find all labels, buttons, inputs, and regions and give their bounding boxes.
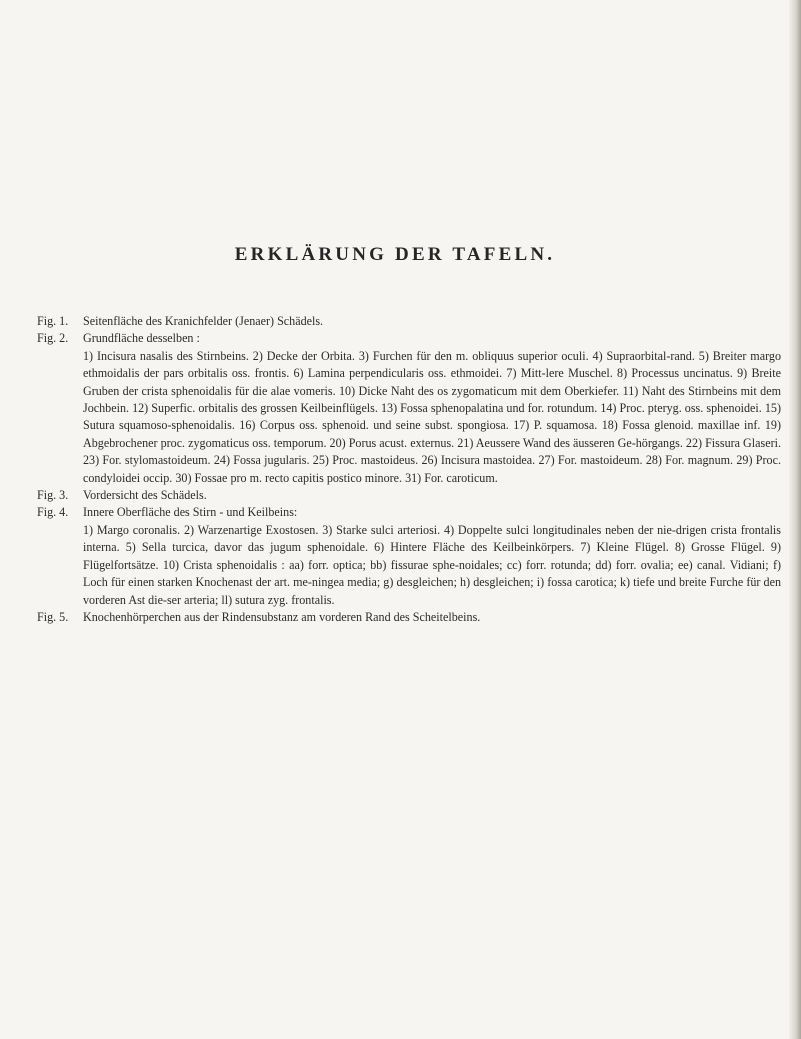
figure-caption: Grundfläche desselben : bbox=[83, 331, 200, 346]
figure-entry-2 bbox=[37, 330, 781, 487]
figure-label: Fig. 4. bbox=[37, 505, 69, 520]
figure-label: Fig. 3. bbox=[37, 488, 69, 503]
figure-label: Fig. 1. bbox=[37, 314, 69, 328]
page-title: ERKLÄRUNG DER TAFELN. bbox=[234, 244, 556, 265]
figure-legend: 1) Incisura nasalis des Stirnbeins. 2) Decke der Orbita. 3) Furchen für den m. obliquus superior oculi. 4) Supraorbital-rand. 5) Breiter margo ethmoidalis der pars orbitalis oss. frontis. 6) Lamina perpendicularis oss. ethmoidei. 7) Mitt-lere Muschel. 8) Processus uncinatus. 9) Breite Gruben der crista sphenoidalis für die alae vomeris. 10) Dicke Naht des os zygomaticum mit dem Oberkiefer. 11) Naht des Stirnbeins mit dem Jochbein. 12) Superfic. orbitalis des grossen Keilbeinflügels. 13) Fossa sphenopalatina und for. rotundum. 14) Proc. pteryg. oss. sphenoidei. 15) Sutura squamoso-sphenoidalis. 16) Corpus oss. sphenoid. und seine subst. spongiosa. 17) P. squamosa. 18) Fossa glenoid. maxillae inf. 19) Abgebrochener proc. zygomaticus oss. temporum. 20) Porus acust. externus. 21) Aeussere Wand des äusseren Ge-hörgangs. 22) Fissura Glaseri. 23) For. stylomastoideum. 24) Fossa jugularis. 25) Proc. mastoideus. 26) Incisura mastoidea. 27) For. mastoideum. 28) For. magnum. 29) Proc. condyloidei occip. 30) Fossae pro m. recto capitis postico minore. 31) For. caroticum. bbox=[83, 348, 781, 485]
figure-caption: Vordersicht des Schädels. bbox=[83, 488, 207, 503]
figure-legend: 1) Margo coronalis. 2) Warzenartige Exostosen. 3) Starke sulci arteriosi. 4) Doppelte sulci longitudinales neben der nie-drigen crista frontalis interna. 5) Sella turcica, davor das jugum sphenoidale. 6) Hintere Fläche des Keilbeinkörpers. 7) Kleine Flügel. 8) Grosse Flügel. 9) Flügelfortsätze. 10) Crista sphenoidalis : aa) forr. optica; bb) fissurae sphe-noidales; cc) forr. rotunda; dd) forr. ovalia; ee) canal. Vidiani; f) Loch für einen starken Knochenast der art. me-ningea media; g) desgleichen; h) desgleichen; i) fossa carotica; k) tiefe und breite Furche für den vorderen Ast die-ser arteria; ll) sutura zyg. frontalis. bbox=[83, 522, 781, 607]
figure-entry-5 bbox=[37, 609, 781, 626]
figure-entry-4 bbox=[37, 504, 781, 608]
figure-caption: Seitenfläche des Kranichfelder (Jenaer) Schädels. bbox=[83, 314, 324, 328]
figure-label: Fig. 5. bbox=[37, 609, 69, 624]
figure-entry-1 bbox=[37, 313, 781, 330]
figure-label: Fig. 2. bbox=[37, 331, 69, 346]
page-edge-shadow bbox=[789, 0, 801, 1039]
figure-list bbox=[37, 313, 781, 626]
figure-entry-3 bbox=[37, 487, 781, 504]
figure-caption: Innere Oberfläche des Stirn - und Keilbeins: bbox=[83, 505, 298, 520]
figure-caption: Knochenhörperchen aus der Rindensubstanz am vorderen Rand des Scheitelbeins. bbox=[83, 609, 481, 624]
